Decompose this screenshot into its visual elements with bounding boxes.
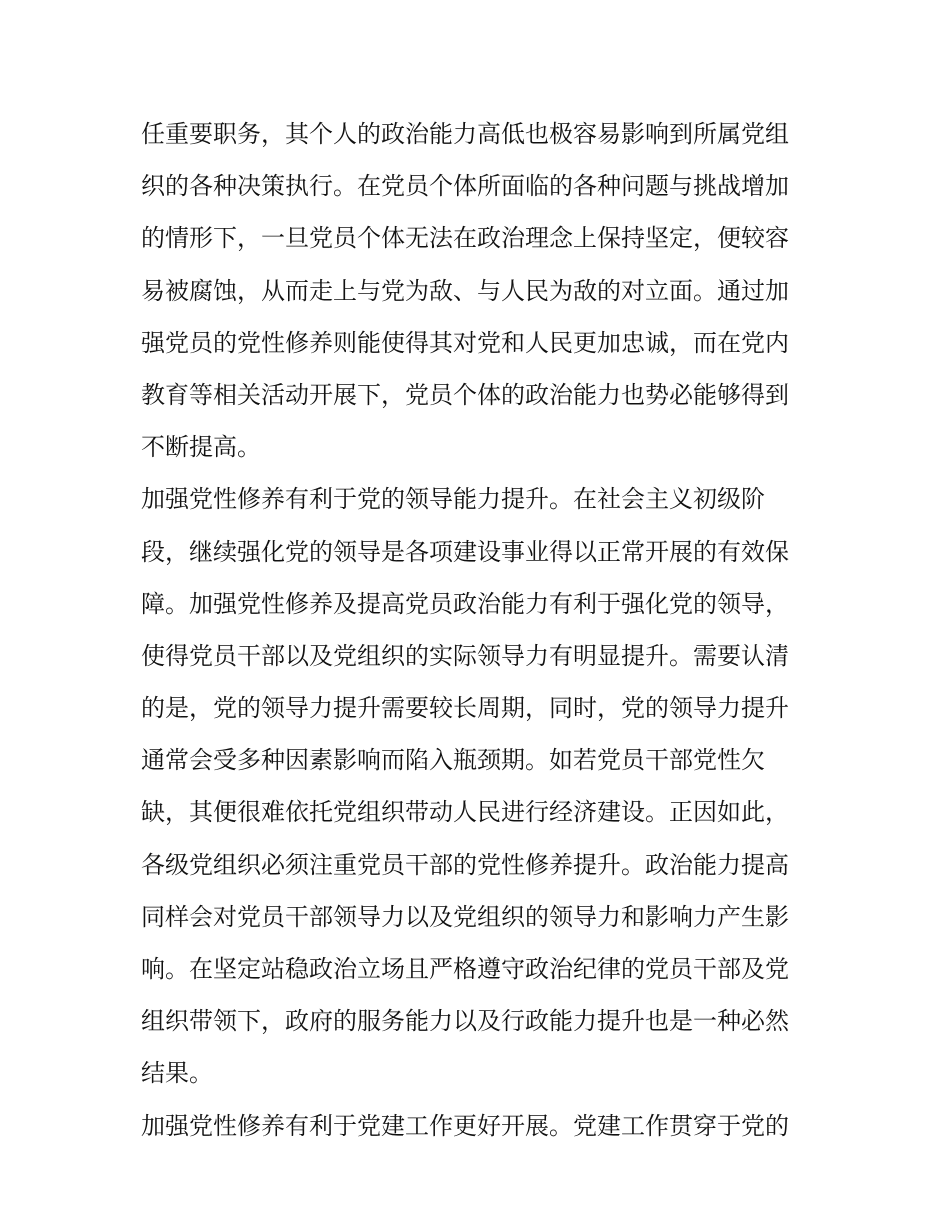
text-line: 易被腐蚀，从而走上与党为敌、与人民为敌的对立面。通过加: [141, 276, 789, 305]
text-line: 的是，党的领导力提升需要较长周期，同时，党的领导力提升: [141, 694, 789, 723]
text-line: 各级党组织必须注重党员干部的党性修养提升。政治能力提高: [141, 850, 789, 879]
text-line: 通常会受多种因素影响而陷入瓶颈期。如若党员干部党性欠: [141, 746, 765, 775]
text-line: 缺，其便很难依托党组织带动人民进行经济建设。正因如此，: [141, 798, 789, 827]
text-line: 任重要职务，其个人的政治能力高低也极容易影响到所属党组: [141, 120, 789, 148]
text-line: 使得党员干部以及党组织的实际领导力有明显提升。需要认清: [141, 641, 789, 670]
text-line: 同样会对党员干部领导力以及党组织的领导力和影响力产生影: [141, 902, 789, 931]
body-text: [141, 108, 813, 1152]
text-line: 段，继续强化党的领导是各项建设事业得以正常开展的有效保: [141, 537, 789, 566]
text-line: 教育等相关活动开展下，党员个体的政治能力也势必能够得到: [141, 380, 789, 409]
text-line: 响。在坚定站稳政治立场且严格遵守政治纪律的党员干部及党: [141, 955, 789, 983]
text-line: 强党员的党性修养则能使得其对党和人民更加忠诚，而在党内: [141, 328, 789, 357]
text-line: 织的各种决策执行。在党员个体所面临的各种问题与挑战增加: [141, 172, 789, 201]
text-line: 的情形下，一旦党员个体无法在政治理念上保持坚定，便较容: [141, 224, 789, 253]
text-line: 组织带领下，政府的服务能力以及行政能力提升也是一种必然: [141, 1007, 789, 1036]
text-line: 加强党性修养有利于党的领导能力提升。在社会主义初级阶: [141, 485, 765, 514]
text-line: 结果。: [141, 1059, 213, 1088]
text-line: 不断提高。: [141, 433, 261, 462]
text-line: 加强党性修养有利于党建工作更好开展。党建工作贯穿于党的: [141, 1111, 789, 1140]
text-line: 障。加强党性修养及提高党员政治能力有利于强化党的领导，: [141, 589, 789, 618]
